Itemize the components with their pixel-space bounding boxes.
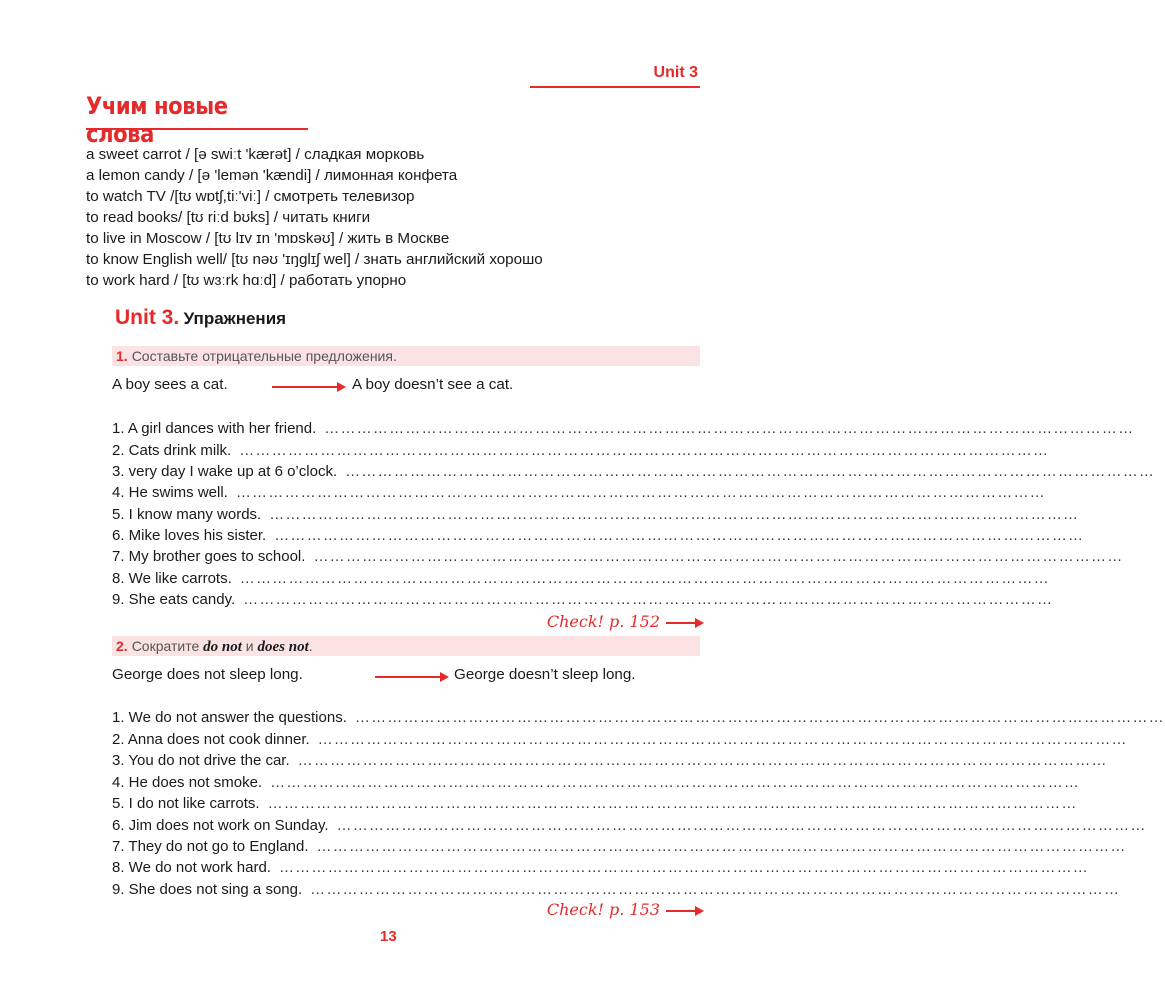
- exercise1-item-text: 1. A girl dances with her friend.: [112, 420, 317, 437]
- exercise1-item-text: 3. very day I wake up at 6 o’clock.: [112, 463, 338, 480]
- exercise2-item: [112, 815, 1147, 836]
- exercise2-instruction-start: Сократите: [131, 638, 200, 654]
- answer-line[interactable]: ……………………………………………………………………………………………………………………………………: [243, 591, 1054, 608]
- exercise2-item-text: 9. She does not sing a song.: [112, 881, 303, 898]
- exercise2-term1: do not: [203, 639, 242, 655]
- answer-line[interactable]: ……………………………………………………………………………………………………………………………………: [345, 463, 1156, 480]
- answer-line[interactable]: ……………………………………………………………………………………………………………………………………: [354, 709, 1165, 726]
- exercise1-item: [112, 504, 1080, 525]
- vocab-line: a lemon candy / [ə 'lemən 'kændi] / лимонная конфета: [86, 167, 458, 184]
- exercise1-item-text: 6. Mike loves his sister.: [112, 527, 267, 544]
- answer-line[interactable]: ……………………………………………………………………………………………………………………………………: [278, 859, 1089, 876]
- exercise1-item: [112, 461, 1156, 482]
- exercise1-item: [112, 482, 1046, 503]
- answer-line[interactable]: ……………………………………………………………………………………………………………………………………: [270, 774, 1081, 791]
- exercise1-item-text: 5. I know many words.: [112, 506, 262, 523]
- exercise2-item: [112, 857, 1089, 878]
- vocabulary-title: [86, 92, 308, 148]
- exercise1-item-text: 4. He swims well.: [112, 484, 228, 501]
- answer-line[interactable]: ……………………………………………………………………………………………………………………………………: [267, 795, 1078, 812]
- vocab-line: a sweet carrot / [ə swiːt 'kærət] / сладкая морковь: [86, 146, 425, 163]
- exercise1-item: [112, 546, 1124, 567]
- exercise1-instruction: Составьте отрицательные предложения.: [131, 348, 397, 364]
- exercise2-item-text: 7. They do not go to England.: [112, 838, 309, 855]
- exercise1-item: [112, 589, 1054, 610]
- exercise2-check: [547, 900, 700, 924]
- exercise2-example: [112, 666, 700, 688]
- exercise2-item: [112, 750, 1108, 771]
- exercise1-item: [112, 525, 1085, 546]
- exercise1-number: 1.: [116, 348, 128, 364]
- exercise2-item-text: 5. I do not like carrots.: [112, 795, 260, 812]
- arrow-right-icon: [666, 910, 700, 912]
- answer-line[interactable]: ……………………………………………………………………………………………………………………………………: [239, 442, 1050, 459]
- exercise2-item: [112, 772, 1081, 793]
- exercise2-check-text: Check! p. 153: [546, 900, 660, 919]
- exercise1-item-text: 8. We like carrots.: [112, 570, 232, 587]
- unit-tag-label: Unit 3: [653, 64, 698, 81]
- exercise2-item-text: 4. He does not smoke.: [112, 774, 263, 791]
- vocabulary-title-text: Учим новые слова: [86, 92, 228, 148]
- exercise2-instruction-end: .: [308, 638, 313, 654]
- answer-line[interactable]: ……………………………………………………………………………………………………………………………………: [313, 548, 1124, 565]
- arrow-right-icon: [666, 622, 700, 624]
- exercise2-example-left: George does not sleep long.: [112, 666, 303, 683]
- answer-line[interactable]: ……………………………………………………………………………………………………………………………………: [297, 752, 1108, 769]
- exercise2-instruction-bar: [112, 636, 700, 656]
- vocab-line: to read books/ [tʊ riːd bʊks] / читать книги: [86, 209, 371, 226]
- answer-line[interactable]: ……………………………………………………………………………………………………………………………………: [317, 731, 1128, 748]
- vocab-line: to live in Moscow / [tʊ lɪv ɪn 'mɒskəʊ] / жить в Москве: [86, 230, 450, 247]
- exercise2-item-text: 2. Anna does not cook dinner.: [112, 731, 310, 748]
- exercise2-item-text: 8. We do not work hard.: [112, 859, 271, 876]
- answer-line[interactable]: ……………………………………………………………………………………………………………………………………: [274, 527, 1085, 544]
- exercise1-example: [112, 376, 700, 398]
- answer-line[interactable]: ……………………………………………………………………………………………………………………………………: [336, 817, 1147, 834]
- exercise2-number: 2.: [116, 638, 128, 654]
- exercise1-check: [547, 612, 700, 636]
- exercise2-item: [112, 729, 1128, 750]
- answer-line[interactable]: ……………………………………………………………………………………………………………………………………: [239, 570, 1050, 587]
- exercise2-item-text: 1. We do not answer the questions.: [112, 709, 347, 726]
- arrow-right-icon: [375, 676, 445, 678]
- exercise1-item: [112, 568, 1050, 589]
- exercise2-item: [112, 793, 1078, 814]
- answer-line[interactable]: ……………………………………………………………………………………………………………………………………: [324, 420, 1135, 437]
- answer-line[interactable]: ……………………………………………………………………………………………………………………………………: [310, 881, 1121, 898]
- exercise2-item: [112, 707, 1165, 728]
- answer-line[interactable]: ……………………………………………………………………………………………………………………………………: [269, 506, 1080, 523]
- vocab-line: to know English well/ [tʊ nəʊ 'ɪŋglɪʃ wel] / знать английский хорошо: [86, 251, 543, 268]
- exercise1-example-left: A boy sees a cat.: [112, 376, 228, 393]
- exercise2-term2: does not: [257, 639, 309, 655]
- answer-line[interactable]: ……………………………………………………………………………………………………………………………………: [235, 484, 1046, 501]
- arrow-right-icon: [272, 386, 342, 388]
- exercise1-item-text: 7. My brother goes to school.: [112, 548, 306, 565]
- vocab-line: to work hard / [tʊ wɜːrk hɑːd] / работать упорно: [86, 272, 407, 289]
- vocab-line: to watch TV /[tʊ wɒtʃ,tiː'viː] / смотреть телевизор: [86, 188, 415, 205]
- exercise2-item-text: 6. Jim does not work on Sunday.: [112, 817, 329, 834]
- exercises-heading-unit: Unit 3.: [115, 306, 180, 329]
- exercise1-check-text: Check! p. 152: [546, 612, 660, 631]
- exercise1-item-text: 2. Cats drink milk.: [112, 442, 232, 459]
- exercise1-item: [112, 418, 1135, 439]
- exercise2-item-text: 3. You do not drive the car.: [112, 752, 290, 769]
- exercise1-example-right: A boy doesn’t see a cat.: [352, 376, 514, 393]
- exercise2-conj: и: [245, 638, 254, 654]
- exercise1-instruction-bar: [112, 346, 700, 366]
- exercise1-item-text: 9. She eats candy.: [112, 591, 236, 608]
- exercises-heading-word: Упражнения: [183, 309, 287, 328]
- unit-tag: [530, 62, 700, 88]
- exercises-heading: [115, 306, 286, 336]
- exercise2-item: [112, 836, 1127, 857]
- answer-line[interactable]: ……………………………………………………………………………………………………………………………………: [316, 838, 1127, 855]
- exercise2-example-right: George doesn’t sleep long.: [454, 666, 636, 683]
- exercise2-item: [112, 879, 1121, 900]
- page-number: 13: [380, 928, 397, 945]
- exercise1-item: [112, 440, 1050, 461]
